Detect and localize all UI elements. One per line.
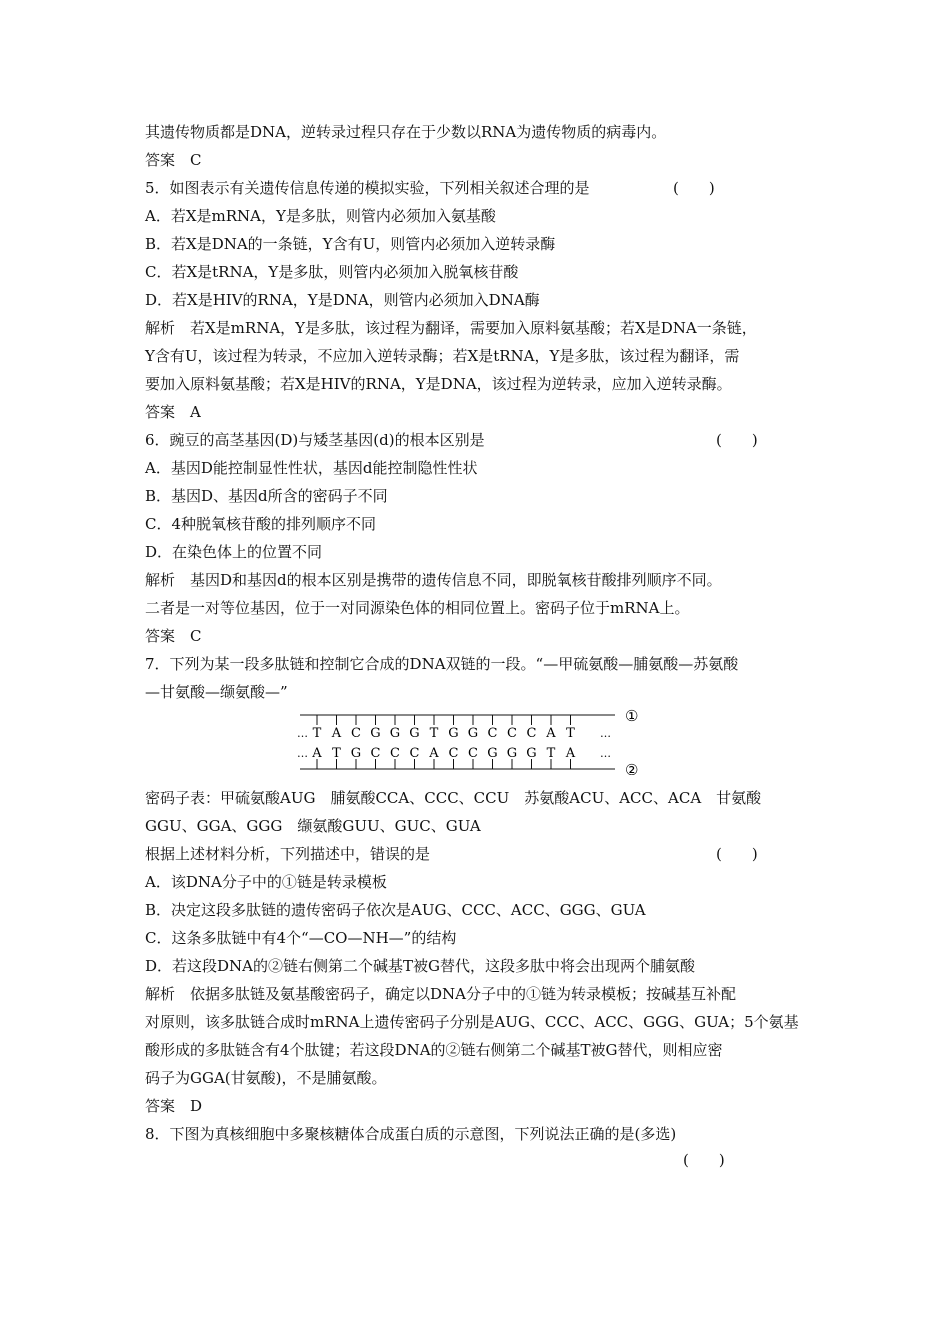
strand-1-label: ①	[625, 707, 639, 725]
option-b: B．决定这段多肽链的遗传密码子依次是AUG、CCC、ACC、GGG、GUA	[145, 901, 646, 919]
strand-2-right-ellipsis: …	[600, 747, 611, 760]
strand-1-base-5: G	[409, 726, 420, 741]
option-c: C．若X是tRNA，Y是多肽，则管内必须加入脱氧核苷酸	[145, 263, 519, 281]
question-7-stem: 7．下列为某一段多肽链和控制它合成的DNA双链的一段。“—甲硫氨酸—脯氨酸—苏氨酸	[145, 655, 739, 673]
answer-bracket: ( )	[716, 431, 758, 449]
strand-1-right-ellipsis: …	[600, 727, 611, 740]
strand-1-base-4: G	[389, 726, 401, 741]
strand-2-base-13: A	[565, 746, 576, 761]
codon-table-line: GGU、GGA、GGG 缬氨酸GUU、GUC、GUA	[145, 817, 481, 835]
option-a: A．基因D能控制显性性状，基因d能控制隐性性状	[145, 459, 478, 477]
strand-2-base-7: C	[448, 746, 459, 761]
codon-table-line: 密码子表：甲硫氨酸AUG 脯氨酸CCA、CCC、CCU 苏氨酸ACU、ACC、ACA 甘氨酸	[145, 789, 762, 807]
answer-bracket: ( )	[683, 1151, 725, 1169]
strand-1-base-6: T	[429, 726, 439, 741]
question-6-stem: 6．豌豆的高茎基因(D)与矮茎基因(d)的根本区别是	[145, 431, 485, 449]
option-b: B．基因D、基因d所含的密码子不同	[145, 487, 388, 505]
option-a: A．若X是mRNA，Y是多肽，则管内必须加入氨基酸	[145, 207, 496, 225]
strand-2-base-12: T	[546, 746, 556, 761]
answer-line: 答案 A	[145, 403, 201, 421]
answer-bracket: ( )	[673, 179, 715, 197]
answer-bracket: ( )	[716, 845, 758, 863]
strand-1-base-1: A	[331, 726, 342, 741]
strand-1-base-12: A	[546, 726, 556, 741]
question-5-stem: 5．如图表示有关遗传信息传递的模拟实验，下列相关叙述合理的是	[145, 179, 590, 197]
strand-2-left-ellipsis: …	[297, 747, 308, 760]
explanation-line: 解析 基因D和基因d的根本区别是携带的遗传信息不同，即脱氧核苷酸排列顺序不同。	[145, 571, 722, 589]
strand-2-base-5: C	[409, 746, 420, 761]
answer-line: 答案 C	[145, 627, 202, 645]
strand-1-base-0: T	[312, 726, 322, 741]
question-8-stem: 8．下图为真核细胞中多聚核糖体合成蛋白质的示意图，下列说法正确的是(多选)	[145, 1125, 677, 1143]
option-d: D．若这段DNA的②链右侧第二个碱基T被G替代，这段多肽中将会出现两个脯氨酸	[145, 957, 696, 975]
strand-2-base-1: T	[332, 746, 341, 761]
strand-1-base-10: C	[507, 726, 517, 741]
explanation-line: 酸形成的多肽链含有4个肽键；若这段DNA的②链右侧第二个碱基T被G替代，则相应密	[145, 1041, 723, 1059]
text-line: 其遗传物质都是DNA，逆转录过程只存在于少数以RNA为遗传物质的病毒内。	[145, 123, 667, 141]
option-d: D．若X是HIV的RNA，Y是DNA，则管内必须加入DNA酶	[145, 291, 540, 309]
explanation-line: 对原则，该多肽链合成时mRNA上遗传密码子分别是AUG、CCC、ACC、GGG、GUA；5个氨基	[145, 1013, 799, 1031]
strand-2-base-0: A	[312, 746, 322, 761]
question-7-prompt: 根据上述材料分析，下列描述中，错误的是	[145, 845, 431, 863]
dna-double-strand-figure	[295, 703, 655, 779]
strand-2-base-8: C	[468, 746, 478, 761]
explanation-line: 码子为GGA(甘氨酸)，不是脯氨酸。	[145, 1069, 387, 1087]
explanation-line: 要加入原料氨基酸；若X是HIV的RNA，Y是DNA，该过程为逆转录，应加入逆转录酶。	[145, 375, 732, 393]
explanation-line: 解析 依据多肽链及氨基酸密码子，确定以DNA分子中的①链为转录模板；按碱基互补配	[145, 985, 736, 1003]
option-d: D．在染色体上的位置不同	[145, 543, 323, 561]
strand-2-label: ②	[625, 761, 639, 775]
strand-1-left-ellipsis: …	[297, 727, 308, 740]
question-7-stem: —甘氨酸—缬氨酸—”	[145, 683, 288, 701]
strand-1-base-7: G	[448, 726, 459, 741]
explanation-line: 解析 若X是mRNA，Y是多肽，该过程为翻译，需要加入原料氨基酸；若X是DNA一条链，	[145, 319, 757, 337]
strand-2-base-11: G	[526, 746, 537, 761]
strand-1-base-13: T	[566, 726, 575, 741]
option-a: A．该DNA分子中的①链是转录模板	[145, 873, 387, 891]
dna-svg	[295, 703, 655, 775]
strand-1-base-9: C	[487, 726, 498, 741]
answer-line: 答案 D	[145, 1097, 203, 1115]
explanation-line: 二者是一对等位基因，位于一对同源染色体的相同位置上。密码子位于mRNA上。	[145, 599, 690, 617]
strand-2-base-4: C	[390, 746, 400, 761]
strand-2-base-10: G	[506, 746, 518, 761]
option-c: C．4种脱氧核苷酸的排列顺序不同	[145, 515, 377, 533]
explanation-line: Y含有U，该过程为转录，不应加入逆转录酶；若X是tRNA，Y是多肽，该过程为翻译，需	[145, 347, 740, 365]
strand-1-base-3: G	[370, 726, 381, 741]
strand-1-base-11: C	[526, 726, 537, 741]
strand-2-base-6: A	[429, 746, 439, 761]
strand-2-base-9: G	[487, 746, 498, 761]
strand-2-base-2: G	[350, 746, 362, 761]
option-b: B．若X是DNA的一条链，Y含有U，则管内必须加入逆转录酶	[145, 235, 556, 253]
option-c: C．这条多肽链中有4个“—CO—NH—”的结构	[145, 929, 457, 947]
strand-1-base-2: C	[351, 726, 361, 741]
strand-2-base-3: C	[370, 746, 381, 761]
strand-1-base-8: G	[467, 726, 479, 741]
answer-line: 答案 C	[145, 151, 202, 169]
